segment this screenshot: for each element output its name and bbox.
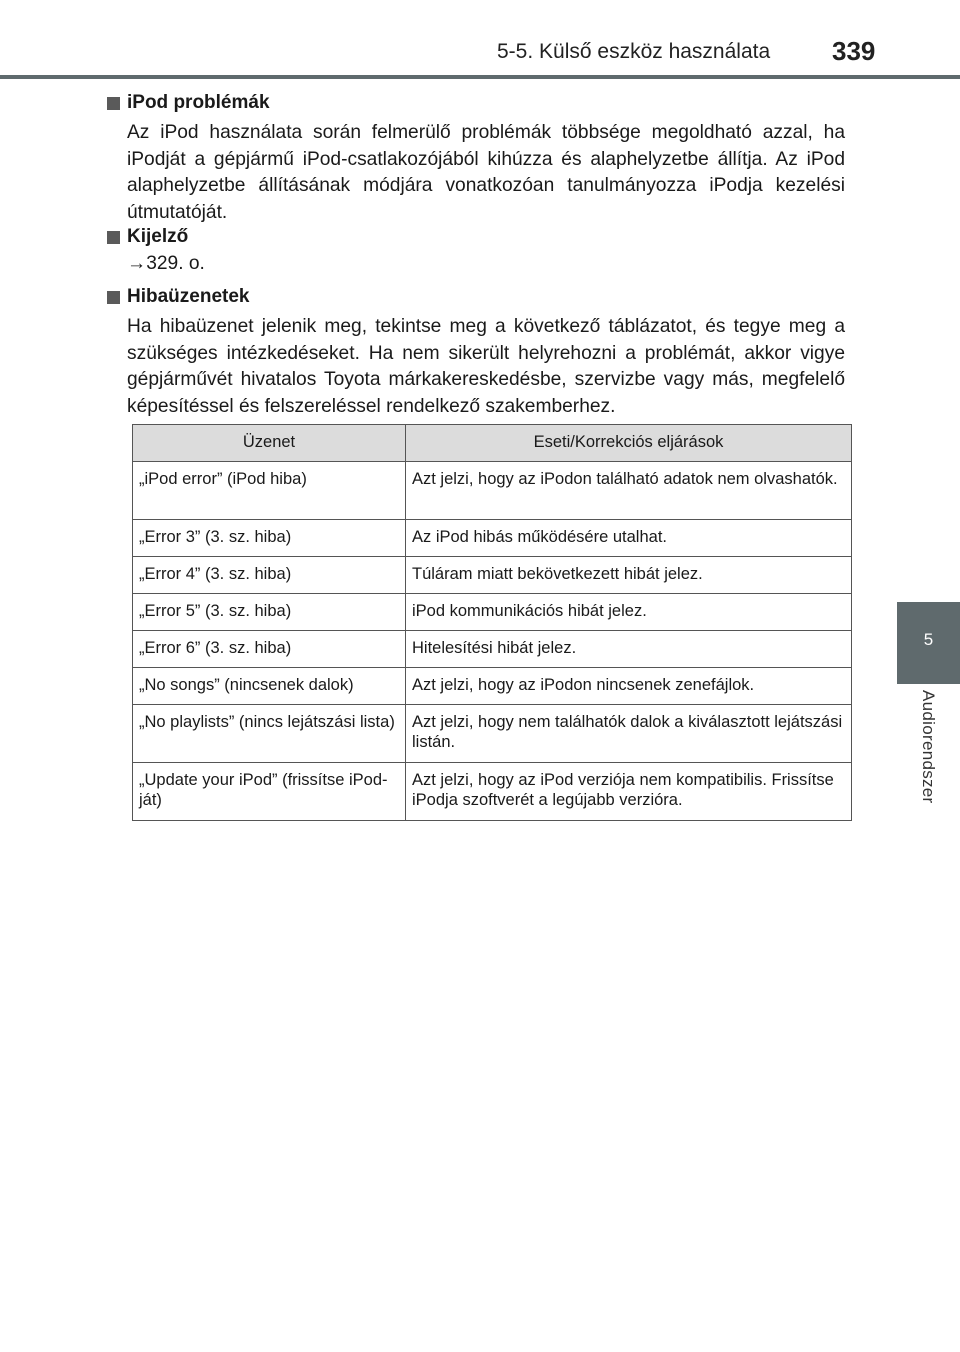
table-cell-message: „Error 3” (3. sz. hiba)	[133, 520, 406, 557]
table-header-row	[133, 425, 852, 462]
table-row	[133, 520, 852, 557]
table-cell-action: Túláram miatt bekövetkezett hibát jelez.	[406, 557, 852, 594]
header-divider	[0, 75, 960, 79]
page-reference: →329. o.	[127, 253, 205, 274]
ipod-problems-paragraph: Az iPod használata során felmerülő problémák többsége megoldható azzal, ha iPodját a gépjármű iPod-csatlakozójából kihúzza és alaphelyzetbe állítja. Az iPod alaphelyzetbe állításának módjára vonatkozóan tanulmányozza iPodja kezelési útmutatóját.	[127, 122, 845, 223]
table-cell-action: Azt jelzi, hogy az iPodon nincsenek zenefájlok.	[406, 668, 852, 705]
table-cell-action: Hitelesítési hibát jelez.	[406, 631, 852, 668]
table-cell-action: Azt jelzi, hogy nem találhatók dalok a kiválasztott lejátszási listán.	[406, 705, 852, 763]
table-cell-message: „Error 4” (3. sz. hiba)	[133, 557, 406, 594]
section-title-display	[107, 226, 188, 248]
column-header-message: Üzenet	[133, 425, 406, 462]
table-cell-action: Azt jelzi, hogy az iPodon található adatok nem olvashatók.	[406, 462, 852, 520]
chapter-number: 5	[923, 630, 934, 649]
table-row	[133, 763, 852, 821]
table-row	[133, 668, 852, 705]
table-cell-message: „No playlists” (nincs lejátszási lista)	[133, 705, 406, 763]
table-row	[133, 557, 852, 594]
chapter-label: Audiorendszer	[919, 690, 938, 804]
section-title-ipod-problems	[107, 92, 270, 114]
square-bullet-icon	[107, 291, 120, 304]
column-header-action: Eseti/Korrekciós eljárások	[406, 425, 852, 462]
error-messages-paragraph: Ha hibaüzenet jelenik meg, tekintse meg a következő táblázatot, és tegye meg a szükséges intézkedéseket. Ha nem sikerült helyrehozni a problémát, akkor vigye gépjárművét hivatalos Toyota márkakereskedésbe, szervizbe vagy más, megfelelő képesítéssel és felszereléssel rendelkező szakemberhez.	[127, 316, 845, 417]
header-title: 5-5. Külső eszköz használata	[497, 40, 771, 63]
table-cell-action: iPod kommunikációs hibát jelez.	[406, 594, 852, 631]
table-cell-message: „Error 5” (3. sz. hiba)	[133, 594, 406, 631]
table-row	[133, 462, 852, 520]
error-message-table	[132, 424, 852, 821]
table-row	[133, 594, 852, 631]
table-row	[133, 705, 852, 763]
table-cell-message: „Error 6” (3. sz. hiba)	[133, 631, 406, 668]
square-bullet-icon	[107, 97, 120, 110]
section-title-text: Kijelző	[127, 226, 189, 247]
table-cell-message: „iPod error” (iPod hiba)	[133, 462, 406, 520]
page-number: 339	[832, 36, 876, 66]
table-cell-message: „No songs” (nincsenek dalok)	[133, 668, 406, 705]
table-cell-action: Az iPod hibás működésére utalhat.	[406, 520, 852, 557]
chapter-tab	[897, 602, 960, 684]
section-title-error-messages	[107, 286, 249, 308]
table-cell-action: Azt jelzi, hogy az iPod verziója nem kompatibilis. Frissítse iPodja szoftverét a legújabb verzióra.	[406, 763, 852, 821]
table-row	[133, 631, 852, 668]
square-bullet-icon	[107, 231, 120, 244]
section-title-text: Hibaüzenetek	[127, 286, 250, 307]
table-cell-message: „Update your iPod” (frissítse iPod-ját)	[133, 763, 406, 821]
section-title-text: iPod problémák	[127, 92, 270, 113]
